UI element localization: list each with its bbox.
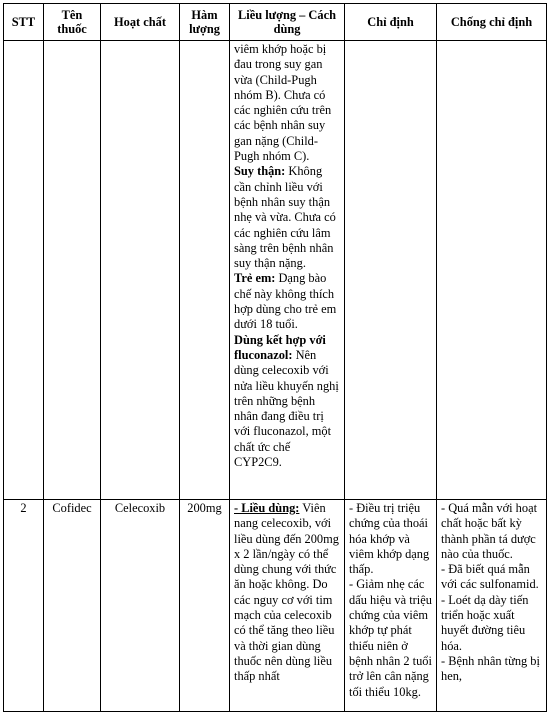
contraindication-item: - Đã biết quá mẫn với các sulfonamid. <box>441 562 539 592</box>
renal-label: Suy thận: <box>234 164 286 179</box>
children-label: Trẻ em: <box>234 271 276 286</box>
header-row <box>4 4 547 41</box>
dosage-hepatic-text: viêm khớp hoặc bị đau trong suy gan vừa (Child-Pugh nhóm B). Chưa có các nghiên cứu trên các bệnh nhân suy gan nặng (Child-Pugh nhóm C). <box>234 42 332 164</box>
cell-chi-dinh <box>345 41 437 500</box>
cell-hoat-chat: Celecoxib <box>101 500 180 712</box>
indication-item: - Điều trị triệu chứng của thoái hóa khớp và viêm khớp dạng thấp. <box>349 501 430 577</box>
cell-chi-dinh <box>345 500 437 712</box>
cell-chong-chi-dinh <box>437 41 547 500</box>
cell-stt <box>4 41 44 500</box>
table-row <box>4 500 547 712</box>
cell-lieu-luong <box>230 500 345 712</box>
cell-ham-luong: 200mg <box>180 500 230 712</box>
children-text: Dạng bào chế này không thích hợp dùng cho trẻ em dưới 18 tuổi. <box>234 271 337 332</box>
header-ham-luong: Hàm lượng <box>180 4 230 41</box>
contraindication-item: - Bệnh nhân từng bị hen, <box>441 653 540 684</box>
indication-item: - Giảm nhẹ các dấu hiệu và triệu chứng của viêm khớp tự phát thiếu niên ở bệnh nhân 2 tuổi trở lên cân nặng tối thiểu 10kg. <box>349 577 432 699</box>
contraindication-item: - Quá mẫn với hoạt chất hoặc bất kỳ thành phần tá dược nào của thuốc. <box>441 501 538 561</box>
header-lieu-luong: Liều lượng – Cách dùng <box>230 4 345 41</box>
header-ten-thuoc: Tên thuốc <box>44 4 101 41</box>
dosage-general <box>234 501 340 685</box>
fluconazole-label: Dùng kết hợp với fluconazol: <box>234 332 326 362</box>
drug-table <box>3 3 547 712</box>
header-stt: STT <box>4 4 44 41</box>
cell-chong-chi-dinh <box>437 500 547 712</box>
renal-text: Không cần chỉnh liều với bệnh nhân suy thận nhẹ và vừa. Chưa có các nghiên cứu lâm sàng trên bệnh nhân suy thận nặng. <box>234 164 336 271</box>
cell-lieu-luong <box>230 41 345 500</box>
dosage-label: - Liều dùng: <box>234 501 300 515</box>
header-chong-chi-dinh: Chống chỉ định <box>437 4 547 41</box>
fluconazole-text: Nên dùng celecoxib với nửa liều khuyến nghị trên những bệnh nhân đang điều trị với fluconazol, một chất ức chế CYP2C9. <box>234 347 339 470</box>
cell-stt: 2 <box>4 500 44 712</box>
dosage-text: Viên nang celecoxib, với liều dùng đến 200mg x 2 lần/ngày có thể dùng chung với thức ăn hoặc không. Do các nguy cơ với tim mạch của celecoxib có thể tăng theo liều và thời gian dùng thuốc nên dùng liều thấp nhất <box>234 501 339 684</box>
cell-ten-thuoc <box>44 41 101 500</box>
dosage-renal <box>234 164 340 271</box>
contraindication-item: - Loét dạ dày tiến triển hoặc xuất huyết đường tiêu hóa. <box>441 592 529 653</box>
header-chi-dinh: Chỉ định <box>345 4 437 41</box>
cell-ten-thuoc: Cofidec <box>44 500 101 712</box>
dosage-fluconazole <box>234 333 340 471</box>
header-hoat-chat: Hoạt chất <box>101 4 180 41</box>
cell-ham-luong <box>180 41 230 500</box>
dosage-children <box>234 271 340 332</box>
table-row <box>4 41 547 500</box>
cell-hoat-chat <box>101 41 180 500</box>
